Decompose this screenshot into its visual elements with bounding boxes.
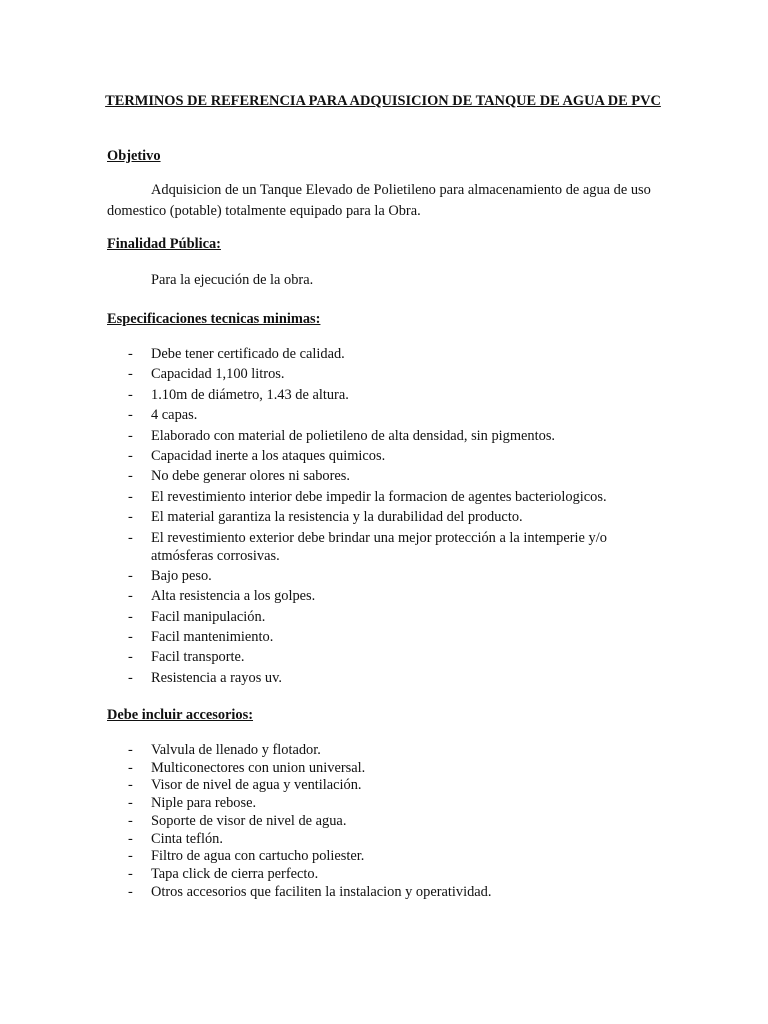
paragraph-finalidad: Para la ejecución de la obra. xyxy=(151,272,314,288)
specification-item xyxy=(107,628,667,646)
list-bullet: - xyxy=(128,883,133,900)
specification-item-text: Capacidad inerte a los ataques quimicos. xyxy=(151,447,386,464)
accessories-list xyxy=(107,742,667,901)
list-bullet: - xyxy=(128,468,133,485)
accessory-item xyxy=(107,848,667,866)
paragraph-objetivo xyxy=(107,180,667,222)
specification-item-text: No debe generar olores ni sabores. xyxy=(151,468,350,485)
specification-item-text: 1.10m de diámetro, 1.43 de altura. xyxy=(151,386,349,403)
list-bullet: - xyxy=(128,386,133,403)
specification-item-text: El revestimiento exterior debe brindar una mejor protección a la intemperie y/o atmósferas corrosivas. xyxy=(151,529,607,564)
accessory-item-text: Soporte de visor de nivel de agua. xyxy=(151,812,347,829)
list-bullet: - xyxy=(128,427,133,444)
specification-item xyxy=(107,447,667,465)
specification-item xyxy=(107,365,667,383)
list-bullet: - xyxy=(128,759,133,776)
list-bullet: - xyxy=(128,830,133,847)
list-bullet: - xyxy=(128,488,133,505)
list-bullet: - xyxy=(128,608,133,625)
heading-especificaciones: Especificaciones tecnicas minimas: xyxy=(107,311,321,327)
specification-item-text: Capacidad 1,100 litros. xyxy=(151,366,285,383)
list-bullet: - xyxy=(128,509,133,526)
list-bullet: - xyxy=(128,848,133,865)
accessory-item xyxy=(107,884,667,902)
list-bullet: - xyxy=(128,812,133,829)
list-bullet: - xyxy=(128,777,133,794)
heading-finalidad: Finalidad Pública: xyxy=(107,236,221,252)
specification-item xyxy=(107,648,667,666)
list-bullet: - xyxy=(128,567,133,584)
specification-item-text: Elaborado con material de polietileno de alta densidad, sin pigmentos. xyxy=(151,427,556,444)
accessory-item xyxy=(107,831,667,849)
accessory-item xyxy=(107,813,667,831)
accessory-item-text: Multiconectores con union universal. xyxy=(151,759,366,776)
specification-item xyxy=(107,587,667,605)
specification-item xyxy=(107,488,667,506)
specification-item-text: Facil transporte. xyxy=(151,649,245,666)
heading-objetivo: Objetivo xyxy=(107,148,161,164)
accessory-item-text: Visor de nivel de agua y ventilación. xyxy=(151,777,362,794)
list-bullet: - xyxy=(128,669,133,686)
specification-item xyxy=(107,529,667,565)
paragraph-objetivo-text: Adquisicion de un Tanque Elevado de Polietileno para almacenamiento de agua de uso domestico (potable) totalmente equipado para la Obra. xyxy=(107,182,651,219)
specification-item xyxy=(107,608,667,626)
list-bullet: - xyxy=(128,588,133,605)
specification-item xyxy=(107,567,667,585)
specification-item-text: Facil mantenimiento. xyxy=(151,629,274,646)
specifications-list xyxy=(107,345,667,689)
accessory-item xyxy=(107,742,667,760)
accessory-item xyxy=(107,866,667,884)
specification-item xyxy=(107,345,667,363)
specification-item-text: 4 capas. xyxy=(151,407,198,424)
list-bullet: - xyxy=(128,407,133,424)
specification-item xyxy=(107,508,667,526)
list-bullet: - xyxy=(128,346,133,362)
accessory-item xyxy=(107,777,667,795)
specification-item xyxy=(107,386,667,404)
accessory-item-text: Niple para rebose. xyxy=(151,795,257,812)
list-bullet: - xyxy=(128,742,133,758)
specification-item-text: Bajo peso. xyxy=(151,567,212,584)
list-bullet: - xyxy=(128,649,133,666)
specification-item xyxy=(107,406,667,424)
specification-item-text: Alta resistencia a los golpes. xyxy=(151,588,316,605)
list-bullet: - xyxy=(128,629,133,646)
list-bullet: - xyxy=(128,529,133,546)
specification-item-text: El revestimiento interior debe impedir la formacion de agentes bacteriologicos. xyxy=(151,488,607,505)
specification-item xyxy=(107,427,667,445)
specification-item xyxy=(107,467,667,485)
specification-item-text: Facil manipulación. xyxy=(151,608,266,625)
specification-item-text: El material garantiza la resistencia y la durabilidad del producto. xyxy=(151,509,523,526)
accessory-item-text: Cinta teflón. xyxy=(151,830,223,847)
accessory-item xyxy=(107,760,667,778)
document-title: TERMINOS DE REFERENCIA PARA ADQUISICION DE TANQUE DE AGUA DE PVC xyxy=(105,93,661,109)
list-bullet: - xyxy=(128,447,133,464)
accessory-item-text: Otros accesorios que faciliten la instalacion y operatividad. xyxy=(151,883,492,900)
accessory-item-text: Filtro de agua con cartucho poliester. xyxy=(151,848,365,865)
specification-item xyxy=(107,669,667,687)
accessory-item-text: Tapa click de cierra perfecto. xyxy=(151,865,319,882)
accessory-item xyxy=(107,795,667,813)
specification-item-text: Debe tener certificado de calidad. xyxy=(151,346,345,362)
list-bullet: - xyxy=(128,795,133,812)
heading-accesorios: Debe incluir accesorios: xyxy=(107,707,254,723)
accessory-item-text: Valvula de llenado y flotador. xyxy=(151,742,321,758)
specification-item-text: Resistencia a rayos uv. xyxy=(151,669,282,686)
list-bullet: - xyxy=(128,366,133,383)
list-bullet: - xyxy=(128,865,133,882)
